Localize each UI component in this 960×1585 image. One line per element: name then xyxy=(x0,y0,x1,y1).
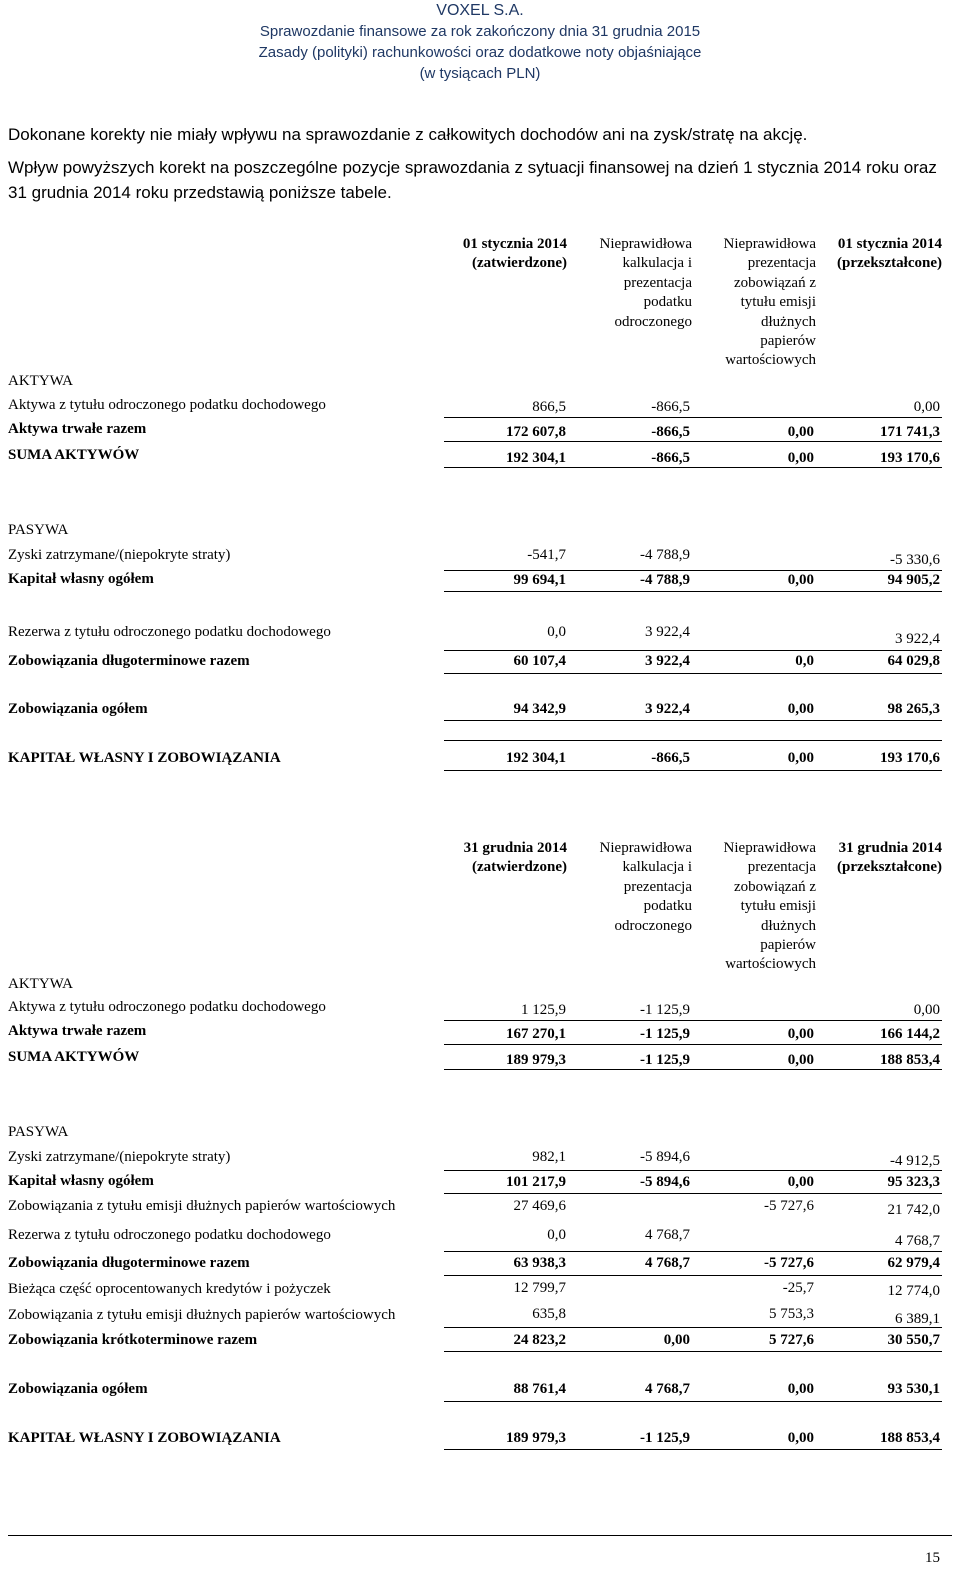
row-underline xyxy=(444,770,942,771)
cell-value: 0,00 xyxy=(663,1332,690,1348)
cell-value: 0,00 xyxy=(787,750,814,766)
cell-value: 0,0 xyxy=(547,624,566,640)
row-underline xyxy=(444,1351,942,1352)
cell-value: 171 741,3 xyxy=(880,424,940,440)
cell-value: 93 530,1 xyxy=(887,1381,940,1397)
company-name: VOXEL S.A. xyxy=(436,2,524,19)
cell-value: 0,00 xyxy=(787,1052,814,1068)
cell-value: 0,00 xyxy=(913,1002,940,1018)
cell-value: 12 799,7 xyxy=(513,1280,566,1296)
row-underline xyxy=(444,417,942,418)
row-underline xyxy=(444,1251,942,1252)
cell-value: -5 894,6 xyxy=(640,1149,690,1165)
intro-paragraph-2: Wpływ powyższych korekt na poszczególne pozycje sprawozdania z sytuacji finansowej na dzień 1 stycznia 2014 roku oraz 31 grudnia 2014 roku przedstawią poniższe tabele. xyxy=(8,158,937,202)
cell-value: 0,0 xyxy=(547,1227,566,1243)
col-header-restated: 01 stycznia 2014 (przekształcone) xyxy=(837,236,942,272)
row-label: Aktywa trwałe razem xyxy=(8,421,147,437)
cell-value: -4 912,5 xyxy=(890,1153,940,1169)
cell-value: 0,00 xyxy=(787,572,814,588)
cell-value: 62 979,4 xyxy=(887,1255,940,1271)
cell-value: 98 265,3 xyxy=(887,701,940,717)
col-header-tax-correction: Nieprawidłowa kalkulacja i prezentacja podatku odroczonego xyxy=(599,840,692,934)
section-pasywa: PASYWA xyxy=(8,522,69,538)
cell-value: 166 144,2 xyxy=(880,1026,940,1042)
cell-value: 4 768,7 xyxy=(645,1381,690,1397)
cell-value: 94 342,9 xyxy=(513,701,566,717)
row-label: SUMA AKTYWÓW xyxy=(8,1049,140,1065)
cell-value: 0,00 xyxy=(787,1430,814,1446)
cell-value: -25,7 xyxy=(782,1280,814,1296)
row-label: KAPITAŁ WŁASNY I ZOBOWIĄZANIA xyxy=(8,1430,281,1446)
cell-value: -4 788,9 xyxy=(640,572,690,588)
row-label: Kapitał własny ogółem xyxy=(8,571,154,587)
row-label: Aktywa trwałe razem xyxy=(8,1023,147,1039)
cell-value: 101 217,9 xyxy=(506,1174,566,1190)
cell-value: -866,5 xyxy=(651,399,690,415)
cell-value: 167 270,1 xyxy=(506,1026,566,1042)
cell-value: 94 905,2 xyxy=(887,572,940,588)
intro-paragraph-1: Dokonane korekty nie miały wpływu na sprawozdanie z całkowitych dochodów ani na zysk/stratę na akcję. xyxy=(8,125,808,144)
cell-value: 4 768,7 xyxy=(645,1255,690,1271)
cell-value: 193 170,6 xyxy=(880,450,940,466)
cell-value: 6 389,1 xyxy=(895,1311,940,1327)
cell-value: 0,00 xyxy=(787,1174,814,1190)
cell-value: 30 550,7 xyxy=(887,1332,940,1348)
cell-value: -5 727,6 xyxy=(764,1198,814,1214)
cell-value: 95 323,3 xyxy=(887,1174,940,1190)
cell-value: 635,8 xyxy=(532,1306,566,1322)
cell-value: 866,5 xyxy=(532,399,566,415)
cell-value: 0,00 xyxy=(787,1381,814,1397)
cell-value: 4 768,7 xyxy=(895,1233,940,1249)
cell-value: 0,00 xyxy=(787,1026,814,1042)
cell-value: 172 607,8 xyxy=(506,424,566,440)
cell-value: -1 125,9 xyxy=(640,1430,690,1446)
cell-value: 189 979,3 xyxy=(506,1430,566,1446)
currency-note: (w tysiącach PLN) xyxy=(419,65,541,82)
row-label: Zobowiązania z tytułu emisji dłużnych papierów wartościowych xyxy=(8,1307,396,1323)
row-underline xyxy=(444,591,942,592)
section-pasywa: PASYWA xyxy=(8,1124,69,1140)
row-underline xyxy=(444,1069,942,1070)
document-header xyxy=(0,0,960,84)
cell-value: -5 727,6 xyxy=(764,1255,814,1271)
cell-value: 3 922,4 xyxy=(645,624,690,640)
row-underline xyxy=(444,467,942,468)
cell-value: 3 922,4 xyxy=(645,653,690,669)
cell-value: -541,7 xyxy=(527,547,566,563)
cell-value: -866,5 xyxy=(651,424,690,440)
cell-value: 982,1 xyxy=(532,1149,566,1165)
cell-value: 12 774,0 xyxy=(887,1283,940,1299)
col-header-approved: 31 grudnia 2014 (zatwierdzone) xyxy=(463,840,567,876)
cell-value: 64 029,8 xyxy=(887,653,940,669)
cell-value: 0,00 xyxy=(913,399,940,415)
cell-value: -866,5 xyxy=(651,450,690,466)
row-label: Aktywa z tytułu odroczonego podatku dochodowego xyxy=(8,999,326,1015)
cell-value: 5 727,6 xyxy=(769,1332,814,1348)
col-header-restated: 31 grudnia 2014 (przekształcone) xyxy=(837,840,942,876)
row-label: Rezerwa z tytułu odroczonego podatku dochodowego xyxy=(8,1227,331,1243)
cell-value: 192 304,1 xyxy=(506,450,566,466)
footer-divider xyxy=(8,1535,952,1536)
cell-value: 99 694,1 xyxy=(513,572,566,588)
cell-value: 5 753,3 xyxy=(769,1306,814,1322)
cell-value: 188 853,4 xyxy=(880,1052,940,1068)
cell-value: 193 170,6 xyxy=(880,750,940,766)
cell-value: 63 938,3 xyxy=(513,1255,566,1271)
cell-value: 0,0 xyxy=(795,653,814,669)
cell-value: 3 922,4 xyxy=(895,631,940,647)
cell-value: -1 125,9 xyxy=(640,1026,690,1042)
row-label: Zobowiązania ogółem xyxy=(8,1381,148,1397)
row-underline xyxy=(444,441,942,442)
row-underline xyxy=(444,740,942,741)
row-underline xyxy=(444,1193,942,1194)
report-title: Sprawozdanie finansowe za rok zakończony dnia 31 grudnia 2015 xyxy=(259,23,701,40)
col-header-debt-correction: Nieprawidłowa prezentacja zobowiązań z tytułu emisji dłużnych papierów wartościowych xyxy=(723,236,816,369)
row-underline xyxy=(444,1044,942,1045)
row-label: Bieżąca część oprocentowanych kredytów i pożyczek xyxy=(8,1281,331,1297)
cell-value: 24 823,2 xyxy=(513,1332,566,1348)
section-aktywa: AKTYWA xyxy=(8,373,73,389)
row-label: Zobowiązania długoterminowe razem xyxy=(8,653,250,669)
row-label: Aktywa z tytułu odroczonego podatku dochodowego xyxy=(8,397,326,413)
row-underline xyxy=(444,1275,942,1276)
cell-value: 3 922,4 xyxy=(645,701,690,717)
row-underline xyxy=(444,720,942,721)
col-header-tax-correction: Nieprawidłowa kalkulacja i prezentacja podatku odroczonego xyxy=(599,236,692,330)
page-number: 15 xyxy=(925,1550,940,1566)
cell-value: 192 304,1 xyxy=(506,750,566,766)
cell-value: -4 788,9 xyxy=(640,547,690,563)
cell-value: 21 742,0 xyxy=(887,1202,940,1218)
row-underline xyxy=(444,1327,942,1328)
cell-value: 0,00 xyxy=(787,424,814,440)
row-label: Zyski zatrzymane/(niepokryte straty) xyxy=(8,1149,231,1165)
cell-value: -1 125,9 xyxy=(640,1002,690,1018)
row-label: Zobowiązania krótkoterminowe razem xyxy=(8,1332,258,1348)
row-underline xyxy=(444,1449,942,1450)
row-label: Zyski zatrzymane/(niepokryte straty) xyxy=(8,547,231,563)
cell-value: 27 469,6 xyxy=(513,1198,566,1214)
cell-value: 0,00 xyxy=(787,701,814,717)
cell-value: 1 125,9 xyxy=(521,1002,566,1018)
row-label: SUMA AKTYWÓW xyxy=(8,447,140,463)
row-label: Kapitał własny ogółem xyxy=(8,1173,154,1189)
row-label: Zobowiązania długoterminowe razem xyxy=(8,1255,250,1271)
cell-value: 189 979,3 xyxy=(506,1052,566,1068)
row-underline xyxy=(444,673,942,674)
row-label: Rezerwa z tytułu odroczonego podatku dochodowego xyxy=(8,624,331,640)
report-subtitle: Zasady (polityki) rachunkowości oraz dodatkowe noty objaśniające xyxy=(258,44,702,61)
cell-value: 60 107,4 xyxy=(513,653,566,669)
row-label: Zobowiązania z tytułu emisji dłużnych papierów wartościowych xyxy=(8,1198,396,1214)
cell-value: 88 761,4 xyxy=(513,1381,566,1397)
row-underline xyxy=(444,1401,942,1402)
section-aktywa: AKTYWA xyxy=(8,976,73,992)
cell-value: 4 768,7 xyxy=(645,1227,690,1243)
row-underline xyxy=(444,1020,942,1021)
col-header-approved: 01 stycznia 2014 (zatwierdzone) xyxy=(462,236,567,272)
row-underline xyxy=(444,1170,942,1171)
cell-value: 188 853,4 xyxy=(880,1430,940,1446)
row-label: KAPITAŁ WŁASNY I ZOBOWIĄZANIA xyxy=(8,750,281,766)
cell-value: -5 330,6 xyxy=(890,552,940,568)
row-underline xyxy=(444,650,942,651)
row-label: Zobowiązania ogółem xyxy=(8,701,148,717)
col-header-debt-correction: Nieprawidłowa prezentacja zobowiązań z tytułu emisji dłużnych papierów wartościowych xyxy=(723,840,816,973)
cell-value: -5 894,6 xyxy=(640,1174,690,1190)
cell-value: -1 125,9 xyxy=(640,1052,690,1068)
cell-value: 0,00 xyxy=(787,450,814,466)
cell-value: -866,5 xyxy=(651,750,690,766)
